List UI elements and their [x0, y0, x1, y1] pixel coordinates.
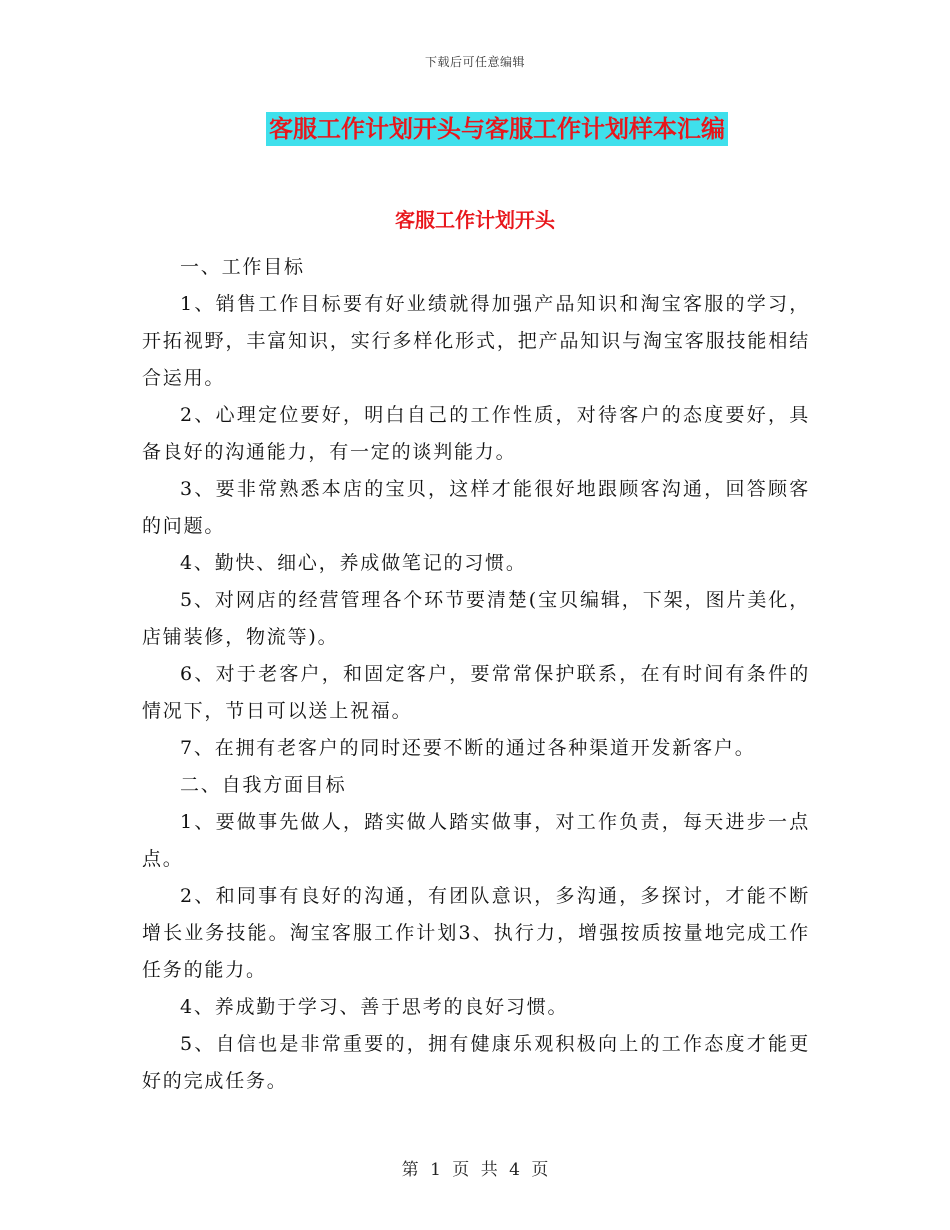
main-title: 客服工作计划开头与客服工作计划样本汇编: [266, 112, 728, 146]
paragraph: 1、销售工作目标要有好业绩就得加强产品知识和淘宝客服的学习，开拓视野，丰富知识，实行多样化形式，把产品知识与淘宝客服技能相结合运用。: [142, 293, 810, 389]
page-number: 第 1 页 共 4 页: [401, 1160, 549, 1180]
header-note: 下载后可任意编辑: [424, 55, 525, 69]
paragraph: 2、心理定位要好，明白自己的工作性质，对待客户的态度要好，具备良好的沟通能力，有一定的谈判能力。: [142, 404, 810, 463]
paragraph: 6、对于老客户，和固定客户，要常常保护联系，在有时间有条件的情况下，节日可以送上祝福。: [142, 663, 810, 722]
paragraph: 7、在拥有老客户的同时还要不断的通过各种渠道开发新客户。: [180, 737, 756, 759]
heading-self-goals: 二、自我方面目标: [180, 774, 347, 796]
heading-work-goals: 一、工作目标: [180, 256, 305, 278]
paragraph: 3、要非常熟悉本店的宝贝，这样才能很好地跟顾客沟通，回答顾客的问题。: [142, 478, 810, 537]
paragraph: 4、养成勤于学习、善于思考的良好习惯。: [180, 996, 569, 1018]
document-body: [142, 249, 810, 1100]
paragraph: 5、自信也是非常重要的，拥有健康乐观积极向上的工作态度才能更好的完成任务。: [142, 1033, 810, 1092]
paragraph: 5、对网店的经营管理各个环节要清楚(宝贝编辑，下架，图片美化，店铺装修，物流等)。: [142, 589, 810, 648]
paragraph: 4、勤快、细心，养成做笔记的习惯。: [180, 552, 527, 574]
paragraph: 2、和同事有良好的沟通，有团队意识，多沟通，多探讨，才能不断增长业务技能。淘宝客服工作计划3、执行力，增强按质按量地完成工作任务的能力。: [142, 885, 810, 981]
main-title-container: [0, 112, 950, 146]
section-title: 客服工作计划开头: [395, 208, 555, 232]
paragraph: 1、要做事先做人，踏实做人踏实做事，对工作负责，每天进步一点点。: [142, 811, 810, 870]
